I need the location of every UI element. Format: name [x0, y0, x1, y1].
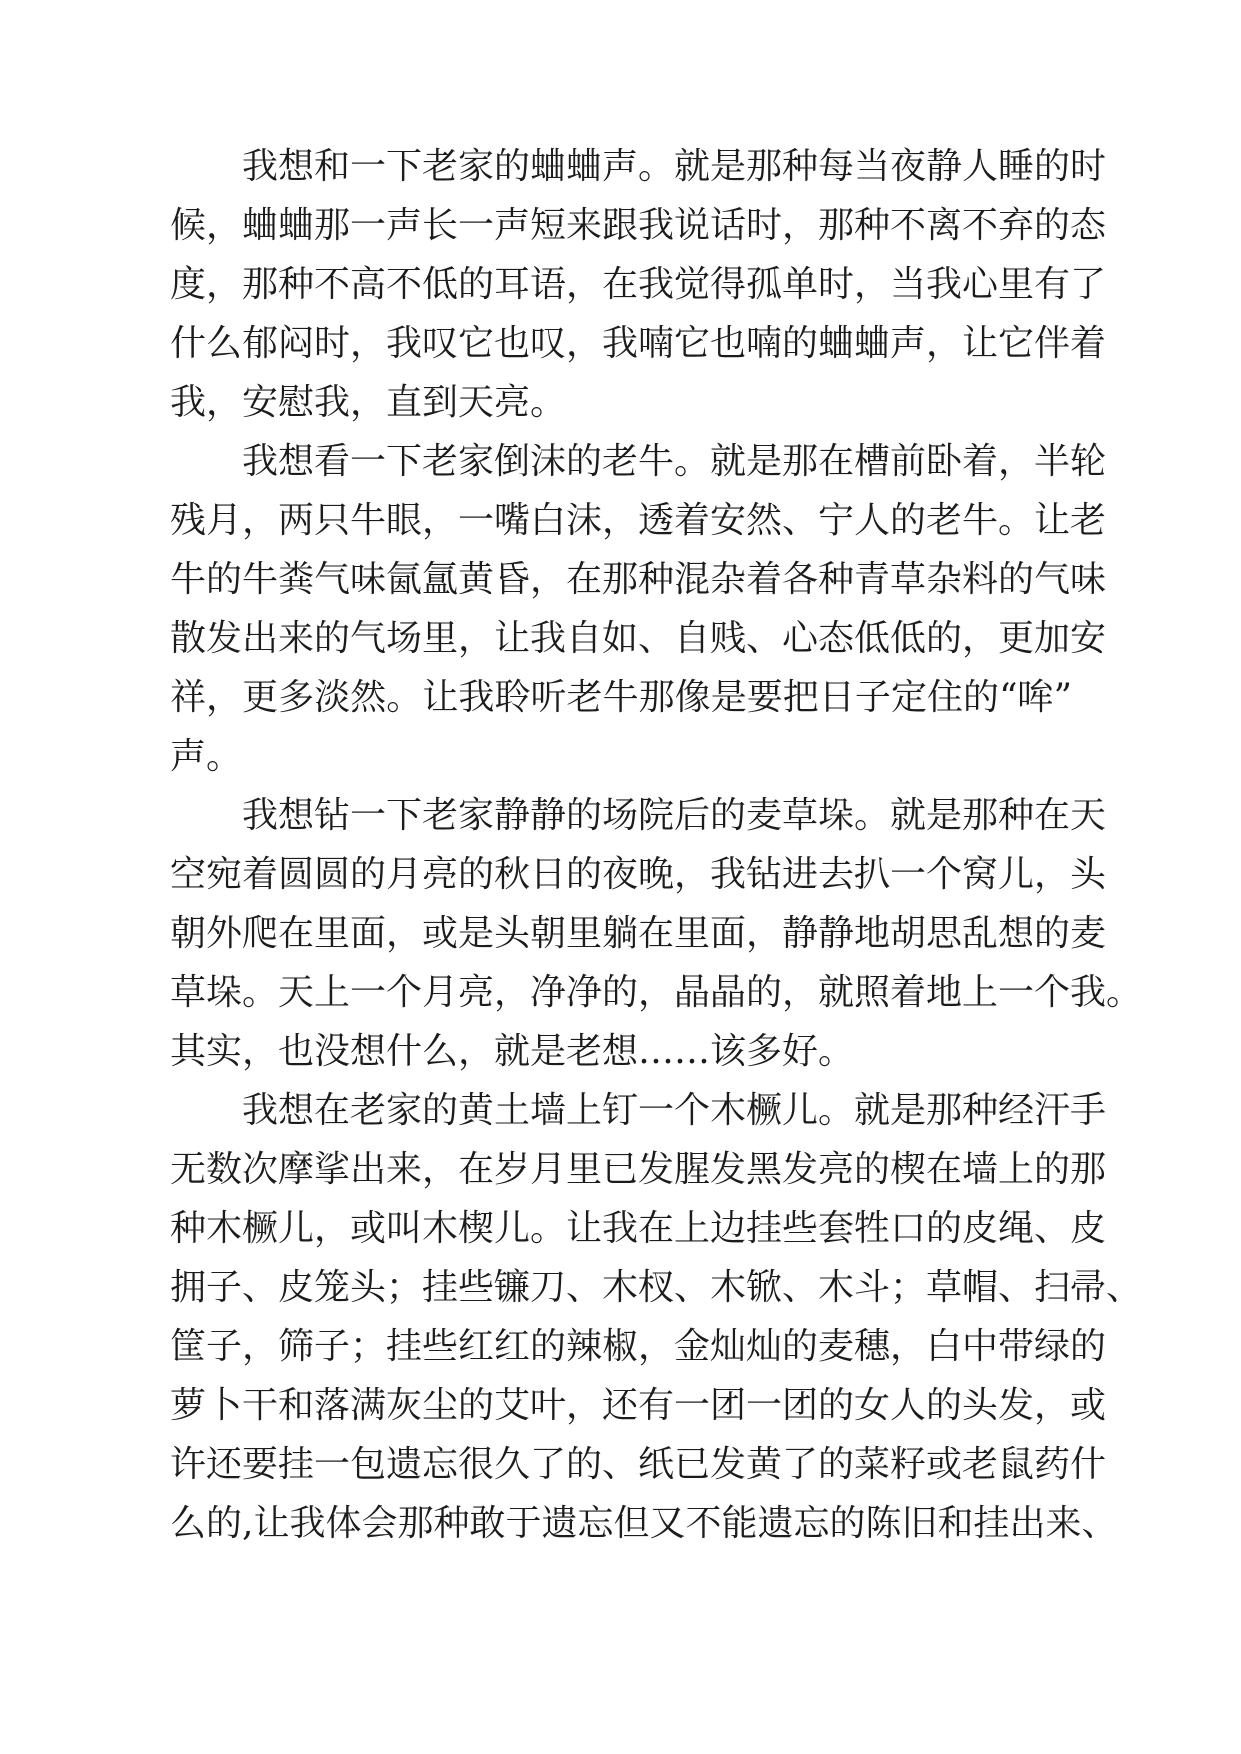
text-line: 祥，更多淡然。让我聆听老牛那像是要把日子定住的“哞” — [170, 677, 1072, 718]
text-line: 筐子，筛子；挂些红红的辣椒，金灿灿的麦穗，白中带绿的 — [170, 1326, 1107, 1367]
text-line: 其实，也没想什么，就是老想……该多好。 — [170, 1031, 855, 1072]
paragraph — [170, 1081, 1143, 1553]
document-content — [170, 137, 1143, 1553]
text-line: 牛的牛粪气味氤氲黄昏，在那种混杂着各种青草杂料的气味 — [170, 559, 1107, 600]
text-line: 萝卜干和落满灰尘的艾叶，还有一团一团的女人的头发，或 — [170, 1385, 1107, 1426]
paragraph — [170, 432, 1107, 786]
text-line: 散发出来的气场里，让我自如、自贱、心态低低的，更加安 — [170, 618, 1107, 659]
text-line: 许还要挂一包遗忘很久了的、纸已发黄了的菜籽或老鼠药什 — [170, 1444, 1107, 1485]
text-line: 朝外爬在里面，或是头朝里躺在里面，静静地胡思乱想的麦 — [170, 913, 1107, 954]
text-line: 残月，两只牛眼，一嘴白沫，透着安然、宁人的老牛。让老 — [170, 500, 1107, 541]
text-line: 我想和一下老家的蛐蛐声。就是那种每当夜静人睡的时 — [242, 146, 1107, 187]
text-line: 我想看一下老家倒沫的老牛。就是那在槽前卧着，半轮 — [242, 441, 1107, 482]
paragraph — [170, 786, 1143, 1081]
text-line: 么的,让我体会那种敢于遗忘但又不能遗忘的陈旧和挂出来、 — [170, 1503, 1118, 1544]
text-line: 我想在老家的黄土墙上钉一个木橛儿。就是那种经汗手 — [242, 1090, 1107, 1131]
text-line: 我，安慰我，直到天亮。 — [170, 382, 567, 423]
text-line: 度，那种不高不低的耳语，在我觉得孤单时，当我心里有了 — [170, 264, 1107, 305]
text-line: 无数次摩挲出来，在岁月里已发腥发黑发亮的楔在墙上的那 — [170, 1149, 1107, 1190]
text-line: 草垛。天上一个月亮，净净的，晶晶的，就照着地上一个我。 — [170, 972, 1143, 1013]
text-line: 我想钻一下老家静静的场院后的麦草垛。就是那种在天 — [242, 795, 1107, 836]
text-line: 拥子、皮笼头；挂些镰刀、木杈、木锨、木斗；草帽、扫帚、 — [170, 1267, 1143, 1308]
text-line: 空宛着圆圆的月亮的秋日的夜晚，我钻进去扒一个窝儿，头 — [170, 854, 1107, 895]
text-line: 声。 — [170, 736, 243, 777]
text-line: 候，蛐蛐那一声长一声短来跟我说话时，那种不离不弃的态 — [170, 205, 1107, 246]
text-line: 什么郁闷时，我叹它也叹，我喃它也喃的蛐蛐声，让它伴着 — [170, 323, 1107, 364]
text-line: 种木橛儿，或叫木楔儿。让我在上边挂些套牲口的皮绳、皮 — [170, 1208, 1107, 1249]
paragraph — [170, 137, 1107, 432]
